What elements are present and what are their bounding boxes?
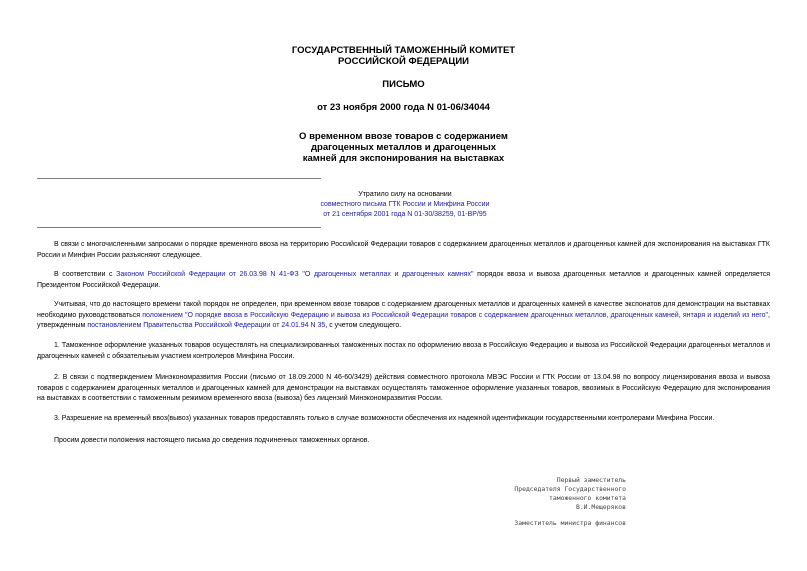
status-link-1[interactable]: совместного письма ГТК России и Минфина России: [320, 201, 490, 208]
paragraph-item-1: 1. Таможенное оформление указанных товаров осуществлять на специализированных таможенных постах по оформлению ввоза в Российскую Федерацию и вывоза из Российской Федерации драгоценных металлов и драгоценных камней с обязательным участием контролеров Минфина России.: [37, 342, 770, 360]
signer-1-line-2: Председателя Государственного: [514, 485, 626, 493]
resolution-link[interactable]: постановлением Правительства Российской Федерации от 24.01.94 N 35: [87, 322, 326, 330]
paragraph-law: [37, 270, 770, 291]
paragraph-intro: В связи с многочисленными запросами о порядке временного ввоза на территорию Российской Федерации товаров с содержанием драгоценных металлов и драгоценных камней для экспонирования на выставках ГТК России и Минфин России разъясняют следующее.: [37, 241, 770, 259]
divider-bottom: [37, 227, 321, 228]
title-line-2: драгоценных металлов и драгоценных: [311, 142, 496, 153]
title-line-3: камней для экспонирования на выставках: [302, 153, 505, 164]
signer-1-line-1: Первый заместитель: [556, 476, 626, 484]
signature-block-1: [460, 476, 626, 512]
signer-1-line-3: таможенного комитета: [549, 494, 626, 502]
title-line-1: О временном ввозе товаров с содержанием: [299, 131, 508, 142]
p3-text-pre: Учитывая, что до настоящего времени такой порядок не определен, при временном ввозе товаров с содержанием драгоценных металлов и драгоценных камней в качестве экспонатов для демонстрации на выставках необходимо руководствоваться: [37, 301, 770, 319]
paragraph-regulation: [37, 300, 770, 332]
org-line-1: ГОСУДАРСТВЕННЫЙ ТАМОЖЕННЫЙ КОМИТЕТ: [291, 45, 516, 56]
law-link[interactable]: Законом Российской Федерации от 26.03.98 N 41-ФЗ "О драгоценных металлах и драгоценных камнях": [116, 271, 474, 278]
document-date: от 23 ноября 2000 года N 01-06/34044: [317, 102, 490, 113]
status-line-1: Утратило силу на основании: [358, 191, 452, 198]
status-note: [300, 190, 510, 220]
paragraph-closing: Просим довести положения настоящего письма до сведения подчиненных таможенных органов.: [54, 437, 370, 444]
paragraph-item-3: 3. Разрешение на временный ввоз(вывоз) указанных товаров предоставлять только в случае возможности обеспечения их надежной идентификации государственными контролерами Минфина России.: [54, 415, 715, 422]
document-title: [0, 131, 807, 164]
p2-text-pre: В соответствии с: [54, 271, 117, 278]
issuing-organization: [0, 45, 807, 67]
paragraph-item-2: 2. В связи с подтверждением Минэкономразвития России (письмо от 18.09.2000 N 46-60/3429) действия совместного протокола МВЭС России и ГТК России от 13.04.98 по вопросу лицензирования ввоза и вывоза товаров с содержанием драгоценных металлов и драгоценных камней для демонстрации на выставках осуществлять таможенное оформление указанных товаров, ввозимых в Российскую Федерацию для экспонирования на выставках в соответствии с таможенным режимом временного ввоза (вывоза) без лицензий Минэкономразвития России.: [37, 374, 770, 403]
p3-text-post: , с учетом следующего.: [325, 322, 402, 330]
p3-text-mid: , утвержденным: [37, 311, 770, 330]
signer-2-line-1: Заместитель министра финансов: [514, 519, 626, 527]
document-type: ПИСЬМО: [382, 79, 425, 90]
signer-1-name: В.И.Мещеряков: [575, 503, 626, 511]
signature-block-2: [460, 519, 626, 528]
p2-text-post: порядок ввоза и вывоза драгоценных металлов и драгоценных камней определяется Президентом Российской Федерации.: [37, 271, 770, 289]
divider-top: [37, 178, 321, 179]
status-link-2[interactable]: от 21 сентября 2001 года N 01-30/38259, 01-ВР/95: [323, 211, 487, 218]
regulation-link[interactable]: положением "О порядке ввоза в Российскую Федерацию и вывоза из Российской Федерации товаров с содержанием драгоценных металлов, драгоценных камней, янтаря и изделий из него": [142, 311, 769, 319]
org-line-2: РОССИЙСКОЙ ФЕДЕРАЦИИ: [337, 56, 469, 67]
